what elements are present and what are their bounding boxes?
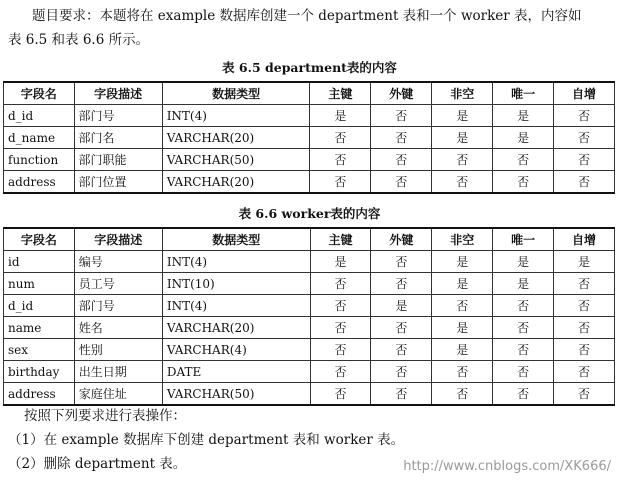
table-cell: 否: [310, 339, 371, 361]
table-cell: 否: [371, 273, 432, 295]
table-cell: 否: [554, 127, 615, 149]
table-cell: 员工号: [74, 273, 162, 295]
table-cell: 否: [493, 149, 554, 171]
table-cell: address: [4, 383, 75, 406]
table-cell: 否: [371, 339, 432, 361]
department-table: [3, 81, 615, 194]
table-cell: 否: [371, 171, 432, 194]
table-cell: 是: [310, 251, 371, 273]
table-cell: sex: [4, 339, 75, 361]
steps-heading: 按照下列要求进行表操作：: [24, 408, 186, 424]
table-cell: 否: [310, 361, 371, 383]
step-item-1: （1）在 example 数据库下创建 department 表和 worker 表。: [8, 432, 405, 448]
table-cell: 是: [371, 295, 432, 317]
table-header-row: [4, 82, 615, 105]
table-cell: 是: [493, 273, 554, 295]
table-cell: 否: [371, 361, 432, 383]
column-header: 自增: [554, 228, 615, 251]
table-row: [4, 339, 615, 361]
table-cell: 是: [432, 339, 493, 361]
table-cell: 否: [493, 295, 554, 317]
column-header: 字段名: [4, 82, 75, 105]
table-cell: VARCHAR(20): [162, 171, 310, 194]
table-cell: 是: [432, 251, 493, 273]
table-cell: 否: [554, 149, 615, 171]
table-cell: 部门职能: [74, 149, 162, 171]
table-cell: INT(10): [162, 273, 310, 295]
table-cell: INT(4): [162, 105, 310, 127]
column-header: 主键: [310, 82, 371, 105]
table-row: [4, 383, 615, 406]
table-cell: 是: [432, 273, 493, 295]
table-cell: 是: [432, 127, 493, 149]
table-cell: 否: [432, 295, 493, 317]
table-cell: 否: [371, 251, 432, 273]
column-header: 主键: [310, 228, 371, 251]
table-cell: d_name: [4, 127, 75, 149]
table-cell: 性别: [74, 339, 162, 361]
table-row: [4, 317, 615, 339]
table-cell: 否: [554, 383, 615, 406]
column-header: 唯一: [493, 82, 554, 105]
table-cell: 否: [493, 171, 554, 194]
column-header: 数据类型: [162, 82, 310, 105]
table-cell: 否: [432, 383, 493, 406]
table-cell: VARCHAR(50): [162, 149, 310, 171]
table-cell: 是: [493, 251, 554, 273]
column-header: 字段名: [4, 228, 75, 251]
table-cell: 否: [554, 317, 615, 339]
table-cell: id: [4, 251, 75, 273]
column-header: 字段描述: [74, 82, 162, 105]
table-cell: 是: [432, 105, 493, 127]
worker-table: [3, 227, 615, 406]
table-header-row: [4, 228, 615, 251]
problem-statement: [8, 4, 614, 52]
table-cell: 部门位置: [74, 171, 162, 194]
table-cell: 部门号: [74, 295, 162, 317]
intro-line-2: 表 6.5 和表 6.6 所示。: [8, 32, 150, 48]
table-cell: 否: [432, 361, 493, 383]
table-cell: VARCHAR(20): [162, 317, 310, 339]
table-cell: 是: [432, 317, 493, 339]
table-cell: 否: [310, 149, 371, 171]
table-cell: 否: [310, 127, 371, 149]
table-row: [4, 127, 615, 149]
table-cell: 否: [371, 127, 432, 149]
table-cell: 否: [371, 383, 432, 406]
column-header: 自增: [554, 82, 615, 105]
column-header: 非空: [432, 228, 493, 251]
table-cell: d_id: [4, 295, 75, 317]
table-cell: 部门号: [74, 105, 162, 127]
table-cell: 否: [310, 383, 371, 406]
table-cell: 否: [493, 339, 554, 361]
table-cell: num: [4, 273, 75, 295]
table-cell: 否: [554, 295, 615, 317]
table-row: [4, 149, 615, 171]
table-cell: 是: [493, 127, 554, 149]
operation-steps: [8, 404, 404, 476]
table-cell: 否: [493, 317, 554, 339]
table-cell: 否: [371, 105, 432, 127]
table-cell: 否: [554, 171, 615, 194]
column-header: 唯一: [493, 228, 554, 251]
table-cell: 否: [493, 361, 554, 383]
table-cell: 编号: [74, 251, 162, 273]
table-cell: 否: [432, 149, 493, 171]
table-cell: 是: [554, 251, 615, 273]
step-item-2: （2）删除 department 表。: [8, 456, 187, 472]
table-row: [4, 273, 615, 295]
table-cell: 是: [310, 105, 371, 127]
column-header: 数据类型: [162, 228, 310, 251]
column-header: 外键: [371, 82, 432, 105]
table-row: [4, 251, 615, 273]
table-cell: VARCHAR(4): [162, 339, 310, 361]
intro-line-1: 题目要求：本题将在 example 数据库创建一个 department 表和一个 worker 表，内容如: [32, 8, 582, 24]
table-row: [4, 295, 615, 317]
table-cell: 否: [493, 383, 554, 406]
table-cell: d_id: [4, 105, 75, 127]
table-cell: 否: [554, 339, 615, 361]
table-cell: name: [4, 317, 75, 339]
table-cell: address: [4, 171, 75, 194]
table-row: [4, 105, 615, 127]
table-cell: DATE: [162, 361, 310, 383]
table-cell: VARCHAR(50): [162, 383, 310, 406]
column-header: 外键: [371, 228, 432, 251]
table-cell: 否: [310, 273, 371, 295]
column-header: 非空: [432, 82, 493, 105]
table-cell: 否: [554, 361, 615, 383]
table-cell: INT(4): [162, 295, 310, 317]
table-cell: 部门名: [74, 127, 162, 149]
table-cell: 否: [310, 171, 371, 194]
table-cell: birthday: [4, 361, 75, 383]
table-cell: 否: [554, 105, 615, 127]
table-cell: 否: [554, 273, 615, 295]
table-cell: INT(4): [162, 251, 310, 273]
table-cell: 否: [310, 317, 371, 339]
table-cell: 是: [493, 105, 554, 127]
table-cell: function: [4, 149, 75, 171]
table-6-6-caption: 表 6.6 worker表的内容: [238, 206, 381, 221]
table-cell: VARCHAR(20): [162, 127, 310, 149]
table-cell: 否: [310, 295, 371, 317]
table-row: [4, 171, 615, 194]
table-cell: 否: [371, 317, 432, 339]
table-cell: 出生日期: [74, 361, 162, 383]
blog-watermark: http://www.cnblogs.com/XK666/: [403, 459, 611, 474]
table-cell: 否: [371, 149, 432, 171]
table-cell: 家庭住址: [74, 383, 162, 406]
table-row: [4, 361, 615, 383]
table-cell: 否: [432, 171, 493, 194]
column-header: 字段描述: [74, 228, 162, 251]
table-6-5-caption: 表 6.5 department表的内容: [222, 60, 397, 75]
table-cell: 姓名: [74, 317, 162, 339]
